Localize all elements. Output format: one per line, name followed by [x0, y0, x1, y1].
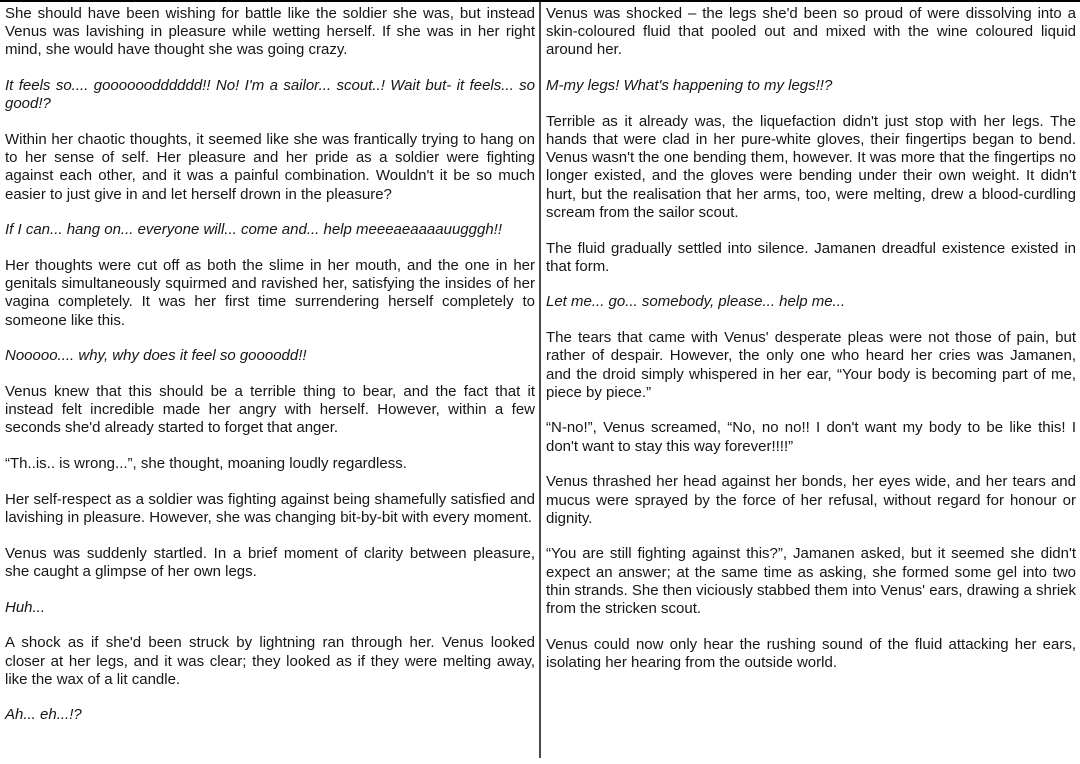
paragraph: “N-no!”, Venus screamed, “No, no no!! I don't want my body to be like this! I don't want to stay this way forever!!!!” [546, 419, 1076, 455]
paragraph: It feels so.... goooooodddddd!! No! I'm a sailor... scout..! Wait but- it feels... so good!? [5, 77, 535, 113]
paragraph: “Th..is.. is wrong...”, she thought, moaning loudly regardless. [5, 455, 407, 473]
paragraph: The tears that came with Venus' desperate pleas were not those of pain, but rather of despair. However, the only one who heard her cries was Jamanen, and the droid simply whispered in her ear, “Your body is becoming part of me, piece by piece.” [546, 329, 1076, 401]
paragraph: A shock as if she'd been struck by lightning ran through her. Venus looked closer at her legs, and it was clear; they looked as if they were melting away, like the wax of a lit candle. [5, 634, 535, 688]
paragraph: Terrible as it already was, the liquefaction didn't just stop with her legs. The hands that were clad in her pure-white gloves, their fingertips began to bend. Venus wasn't the one bending them, however. It was more that the fingertips no longer existed, and the gloves were bending under their own weight. It didn't hurt, but the realisation that her arms, too, were melting, drew a blood-curdling scream from the sailor scout. [546, 112, 1076, 221]
paragraph: She should have been wishing for battle like the soldier she was, but instead Venus was lavishing in pleasure while wetting herself. If she was in her right mind, she would have thought she was going crazy. [5, 5, 535, 59]
right-column [541, 2, 1080, 764]
paragraph: Her thoughts were cut off as both the slime in her mouth, and the one in her genitals simultaneously squirmed and ravished her, satisfying the insides of her vagina completely. It was her first time surrendering herself completely to someone like this. [5, 257, 535, 329]
paragraph: Nooooo.... why, why does it feel so goooodd!! [5, 347, 307, 365]
left-column [0, 2, 539, 764]
paragraph: “You are still fighting against this?”, Jamanen asked, but it seemed she didn't expect an answer; at the same time as asking, she formed some gel into two thin strands. She then viciously stabbed them into Venus' ears, drawing a shriek from the stricken scout. [546, 545, 1076, 618]
paragraph: Venus was suddenly startled. In a brief moment of clarity between pleasure, she caught a glimpse of her own legs. [5, 544, 535, 580]
paragraph: M-my legs! What's happening to my legs!!? [546, 77, 833, 95]
paragraph: Ah... eh...!? [5, 706, 82, 724]
paragraph: Huh... [5, 598, 46, 616]
paragraph: Her self-respect as a soldier was fighting against being shamefully satisfied and lavishing in pleasure. However, she was changing bit-by-bit with every moment. [5, 490, 535, 527]
paragraph: Venus was shocked – the legs she'd been so proud of were dissolving into a skin-coloured fluid that pooled out and mixed with the wine coloured liquid around her. [546, 5, 1076, 59]
paragraph: Venus knew that this should be a terrible thing to bear, and the fact that it instead felt incredible made her angry with herself. However, within a few seconds she'd already started to forget that anger. [5, 383, 535, 437]
paragraph: Let me... go... somebody, please... help me... [546, 293, 846, 311]
paragraph: If I can... hang on... everyone will... come and... help meeeaeaaaauugggh!! [5, 221, 502, 239]
paragraph: The fluid gradually settled into silence. Jamanen dreadful existence existed in that form. [546, 239, 1076, 275]
paragraph: Venus thrashed her head against her bonds, her eyes wide, and her tears and mucus were sprayed by the force of her refusal, without regard for honour or dignity. [546, 473, 1076, 527]
paragraph: Venus could now only hear the rushing sound of the fluid attacking her ears, isolating her hearing from the outside world. [546, 635, 1076, 671]
paragraph: Within her chaotic thoughts, it seemed like she was frantically trying to hang on to her sense of self. Her pleasure and her pride as a soldier were fighting against each other, and it was a painful combination. Wouldn't it be so much easier to just give in and let herself drown in the pleasure? [5, 131, 535, 203]
